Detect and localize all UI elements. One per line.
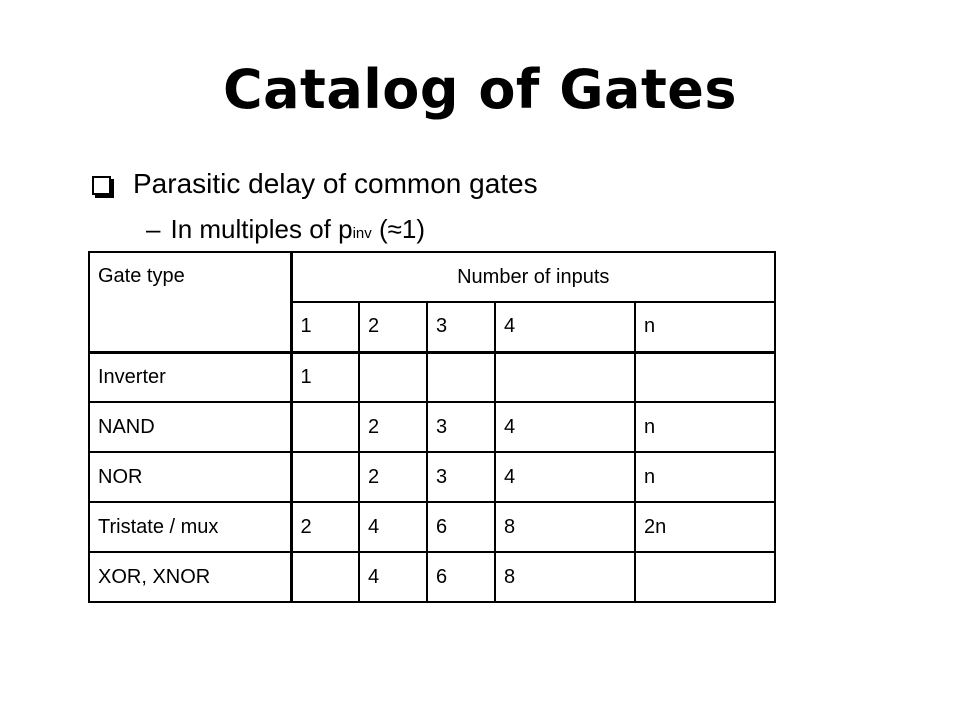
sub-bullet-suffix: (≈1) <box>371 214 426 244</box>
input-count-cell: 3 <box>427 302 495 352</box>
parasitic-delay-table <box>88 251 776 603</box>
delay-cell <box>291 452 359 502</box>
delay-cell <box>291 402 359 452</box>
delay-cell <box>635 552 775 602</box>
table-row <box>89 502 775 552</box>
table-header-row <box>89 252 775 302</box>
slide-title: Catalog of Gates <box>222 58 738 121</box>
input-count-cell: 1 <box>291 302 359 352</box>
sub-bullet-prefix: In multiples of p <box>170 214 353 244</box>
delay-cell: 8 <box>495 552 635 602</box>
table-row <box>89 452 775 502</box>
dash-bullet: – <box>146 214 161 244</box>
table-row <box>89 402 775 452</box>
delay-cell <box>291 552 359 602</box>
input-count-cell: n <box>635 302 775 352</box>
sub-bullet-subscript: inv <box>352 225 372 242</box>
delay-cell: n <box>635 402 775 452</box>
gate-name-cell: Inverter <box>89 352 291 402</box>
delay-cell: 6 <box>427 552 495 602</box>
delay-cell: n <box>635 452 775 502</box>
delay-cell: 2 <box>359 402 427 452</box>
table-row <box>89 552 775 602</box>
delay-cell: 2 <box>291 502 359 552</box>
delay-cell <box>635 352 775 402</box>
gate-name-cell: NOR <box>89 452 291 502</box>
delay-cell: 2 <box>359 452 427 502</box>
delay-cell: 4 <box>359 552 427 602</box>
delay-cell <box>359 352 427 402</box>
input-count-cell: 2 <box>359 302 427 352</box>
delay-cell: 4 <box>495 452 635 502</box>
delay-cell: 3 <box>427 452 495 502</box>
header-gate-type: Gate type <box>89 252 291 352</box>
delay-cell: 1 <box>291 352 359 402</box>
delay-cell <box>427 352 495 402</box>
table-row <box>89 352 775 402</box>
input-count-cell: 4 <box>495 302 635 352</box>
bullet-point <box>92 168 538 200</box>
sub-bullet <box>146 214 425 245</box>
bullet-text: Parasitic delay of common gates <box>133 168 538 199</box>
gate-name-cell: NAND <box>89 402 291 452</box>
delay-cell <box>495 352 635 402</box>
gate-name-cell: XOR, XNOR <box>89 552 291 602</box>
delay-cell: 4 <box>359 502 427 552</box>
delay-cell: 4 <box>495 402 635 452</box>
delay-cell: 8 <box>495 502 635 552</box>
delay-cell: 2n <box>635 502 775 552</box>
delay-cell: 3 <box>427 402 495 452</box>
header-number-of-inputs: Number of inputs <box>291 252 775 302</box>
gate-name-cell: Tristate / mux <box>89 502 291 552</box>
checkbox-bullet-icon <box>92 176 111 195</box>
delay-cell: 6 <box>427 502 495 552</box>
